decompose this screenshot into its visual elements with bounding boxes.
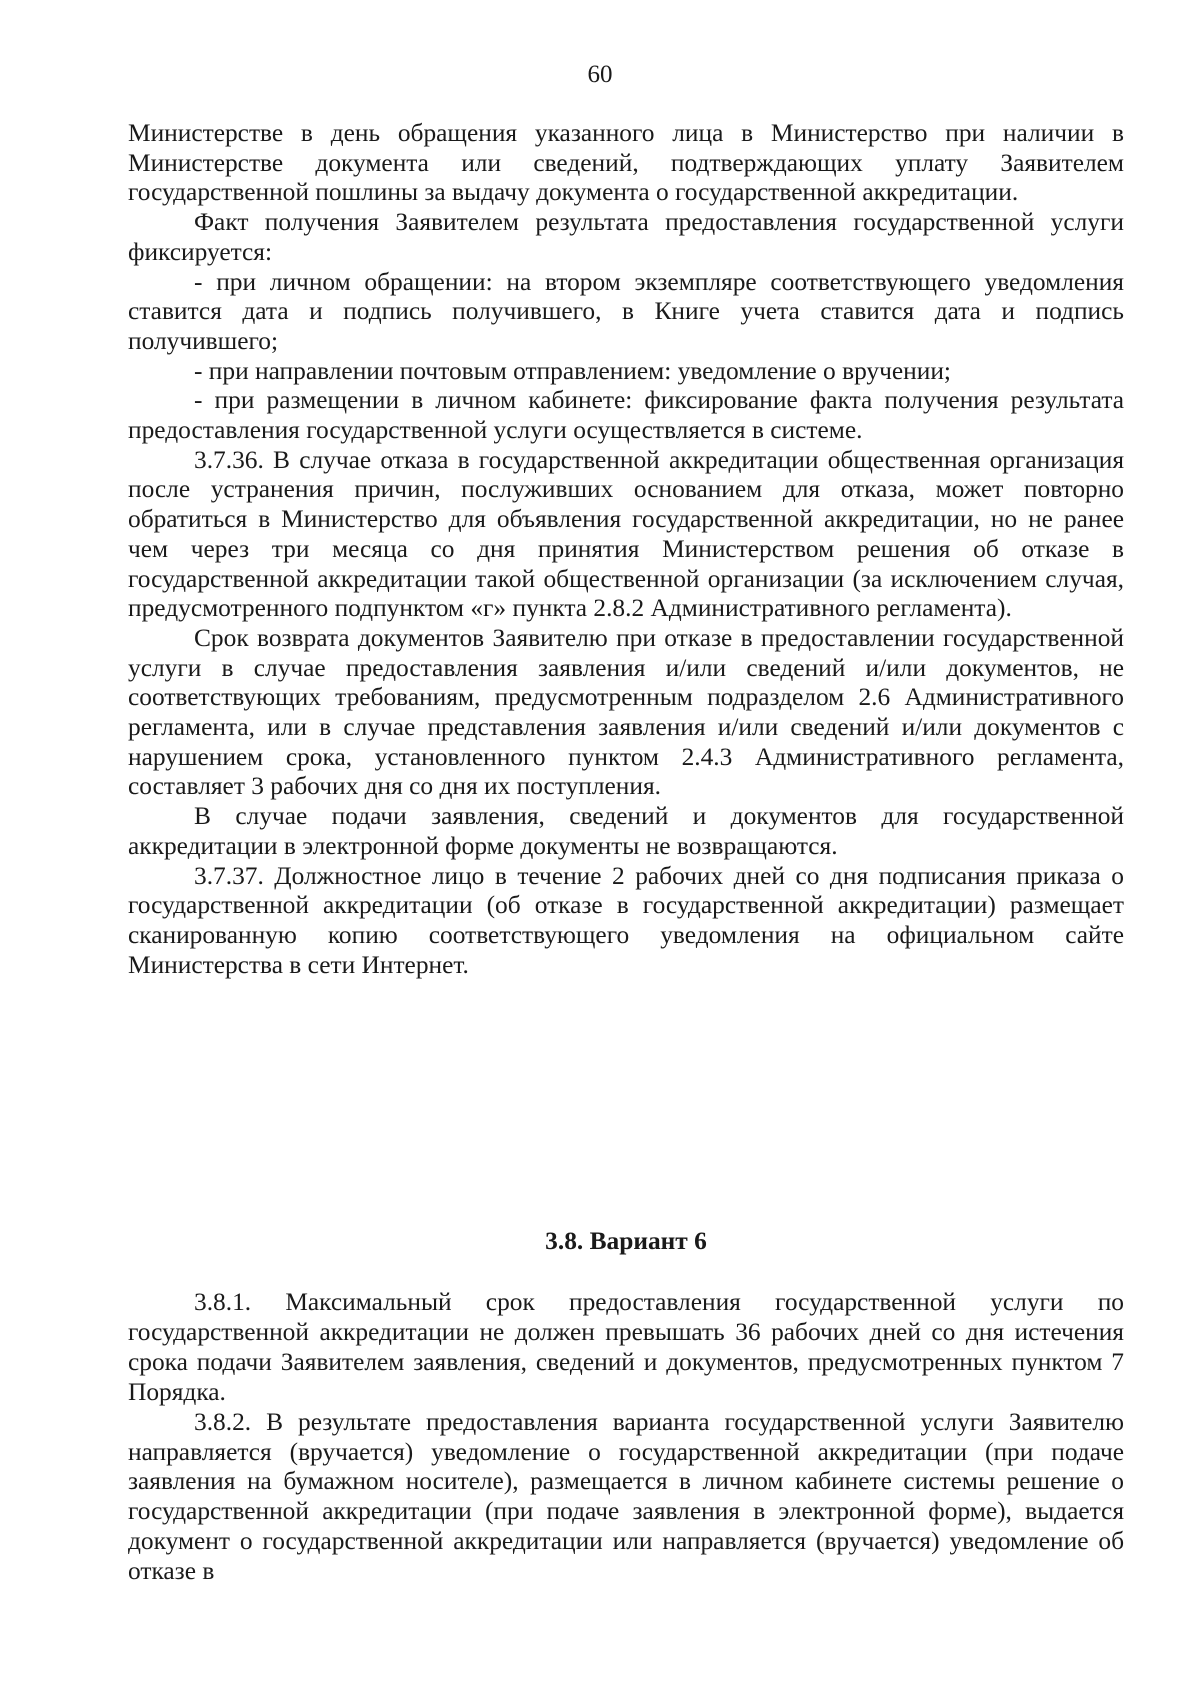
- paragraph: 3.7.36. В случае отказа в государственной аккредитации общественная организация после устранения причин, послуживших основанием для отказа, может повторно обратиться в Министерство для объявления государственной аккредитации, но не ранее чем через три месяца со дня принятия Министерством решения об отказе в государственной аккредитации такой общественной организации (за исключением случая, предусмотренного подпунктом «г» пункта 2.8.2 Административного регламента).: [128, 445, 1124, 623]
- list-item: - при размещении в личном кабинете: фиксирование факта получения результата предоставления государственной услуги осуществляется в системе.: [128, 386, 1124, 445]
- body-text: [128, 119, 1124, 980]
- paragraph: Срок возврата документов Заявителю при отказе в предоставлении государственной услуги в случае предоставления заявления и/или сведений и/или документов, не соответствующих требованиям, предусмотренным подразделом 2.6 Административного регламента, или в случае представления заявления и/или сведений и/или документов с нарушением срока, установленного пунктом 2.4.3 Административного регламента, составляет 3 рабочих дня со дня их поступления.: [128, 623, 1124, 801]
- paragraph: Факт получения Заявителем результата предоставления государственной услуги фиксируется:: [128, 208, 1124, 266]
- paragraph: Министерстве в день обращения указанного лица в Министерство при наличии в Министерстве документа или сведений, подтверждающих уплату Заявителем государственной пошлины за выдачу документа о государственной аккредитации.: [128, 119, 1124, 207]
- list-item: - при личном обращении: на втором экземпляре соответствующего уведомления ставится дата и подпись получившего, в Книге учета ставится дата и подпись получившего;: [128, 267, 1124, 355]
- page-number: 60: [587, 61, 613, 88]
- list-item: - при направлении почтовым отправлением: уведомление о вручении;: [194, 356, 951, 385]
- section-variant-6: [128, 1226, 1124, 1587]
- paragraph: 3.7.37. Должностное лицо в течение 2 рабочих дней со дня подписания приказа о государственной аккредитации (об отказе в государственной аккредитации) размещает сканированную копию соответствующего уведомления на официальном сайте Министерства в сети Интернет.: [128, 861, 1124, 979]
- paragraph: 3.8.2. В результате предоставления варианта государственной услуги Заявителю направляется (вручается) уведомление о государственной аккредитации (при подаче заявления на бумажном носителе), размещается в личном кабинете системы решение о государственной аккредитации (при подаче заявления в электронной форме), выдается документ о государственной аккредитации или направляется (вручается) уведомление об отказе в: [128, 1407, 1124, 1586]
- paragraph: В случае подачи заявления, сведений и документов для государственной аккредитации в электронной форме документы не возвращаются.: [128, 802, 1124, 860]
- paragraph: 3.8.1. Максимальный срок предоставления государственной услуги по государственной аккредитации не должен превышать 36 рабочих дней со дня истечения срока подачи Заявителем заявления, сведений и документов, предусмотренных пунктом 7 Порядка.: [128, 1288, 1124, 1406]
- section-heading: 3.8. Вариант 6: [545, 1227, 707, 1255]
